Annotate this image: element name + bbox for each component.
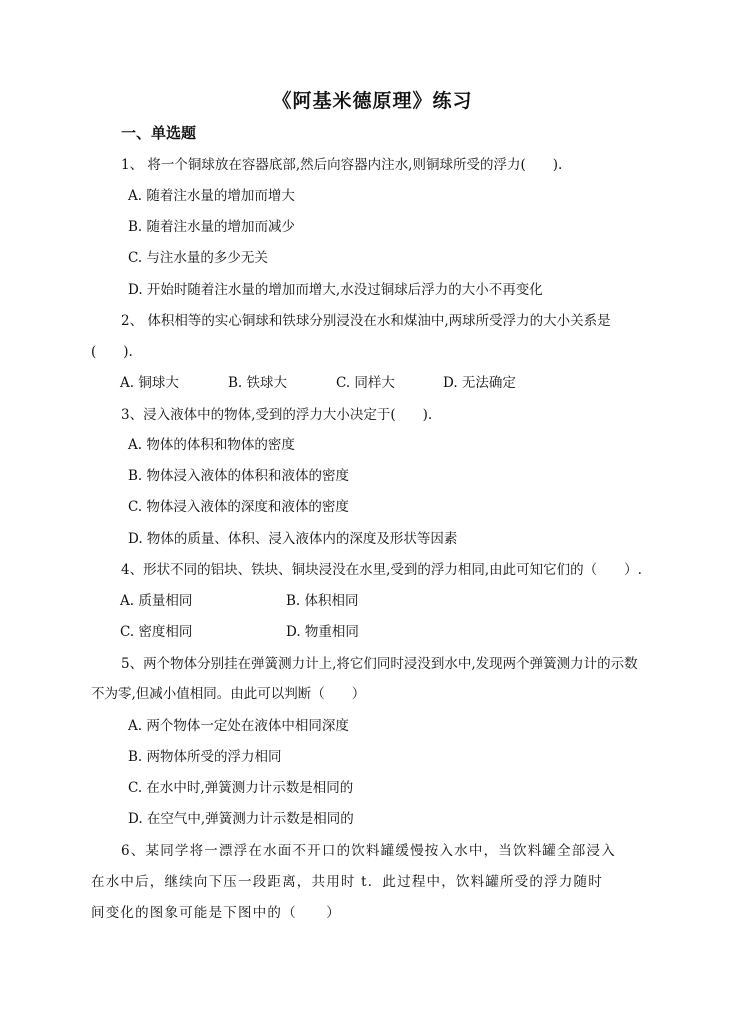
- question-5-stem-continued: 不为零,但减小值相同。由此可以判断（ ）: [91, 686, 366, 702]
- question-4-option-c: C. 密度相同: [120, 624, 193, 640]
- question-3-option-c: C. 物体浸入液体的深度和液体的密度: [128, 499, 349, 515]
- question-1-option-a: A. 随着注水量的增加而增大: [128, 188, 295, 204]
- question-4-option-d: D. 物重相同: [286, 624, 359, 640]
- question-4-option-a: A. 质量相同: [120, 593, 193, 609]
- question-1-stem: 1、 将一个铜球放在容器底部,然后向容器内注水,则铜球所受的浮力( ).: [121, 157, 563, 173]
- question-6-stem: 6、某同学将一漂浮在水面不开口的饮料罐缓慢按入水中，当饮料罐全部浸入: [121, 843, 616, 859]
- question-5-option-b: B. 两物体所受的浮力相同: [128, 749, 282, 765]
- question-2-option-d: D. 无法确定: [443, 375, 516, 391]
- question-2-option-a: A. 铜球大: [120, 375, 179, 391]
- question-3-option-d: D. 物体的质量、体积、浸入液体内的深度及形状等因素: [128, 531, 458, 547]
- question-2-option-c: C. 同样大: [336, 375, 395, 391]
- question-3-option-b: B. 物体浸入液体的体积和液体的密度: [128, 468, 350, 484]
- question-2-option-b: B. 铁球大: [228, 375, 288, 391]
- question-4-option-b: B. 体积相同: [286, 593, 359, 609]
- question-3-stem: 3、浸入液体中的物体,受到的浮力大小决定于( ).: [121, 407, 433, 423]
- question-2-stem: 2、 体积相等的实心铜球和铁球分别浸没在水和煤油中,两球所受浮力的大小关系是: [121, 313, 611, 329]
- question-2-stem-continued: ( ).: [91, 344, 133, 360]
- question-6-stem-continued-1: 在水中后，继续向下压一段距离，共用时 t．此过程中，饮料罐所受的浮力随时: [91, 874, 603, 890]
- question-5-option-d: D. 在空气中,弹簧测力计示数是相同的: [128, 811, 354, 827]
- section-heading: 一、单选题: [121, 124, 197, 142]
- question-6-stem-continued-2: 间变化的图象可能是下图中的（ ）: [91, 905, 341, 921]
- question-4-stem: 4、形状不同的铝块、铁块、铜块浸没在水里,受到的浮力相同,由此可知它们的（ ）.: [121, 562, 642, 578]
- question-5-option-a: A. 两个物体一定处在液体中相同深度: [128, 718, 349, 734]
- question-5-option-c: C. 在水中时,弹簧测力计示数是相同的: [128, 780, 354, 796]
- question-1-option-d: D. 开始时随着注水量的增加而增大,水没过铜球后浮力的大小不再变化: [128, 282, 543, 298]
- question-1-option-b: B. 随着注水量的增加而减少: [128, 219, 296, 235]
- question-5-stem: 5、两个物体分别挂在弹簧测力计上,将它们同时浸没到水中,发现两个弹簧测力计的示数: [121, 656, 638, 672]
- document-title: 《阿基米德原理》练习: [272, 90, 473, 112]
- question-1-option-c: C. 与注水量的多少无关: [128, 250, 268, 266]
- question-3-option-a: A. 物体的体积和物体的密度: [128, 437, 295, 453]
